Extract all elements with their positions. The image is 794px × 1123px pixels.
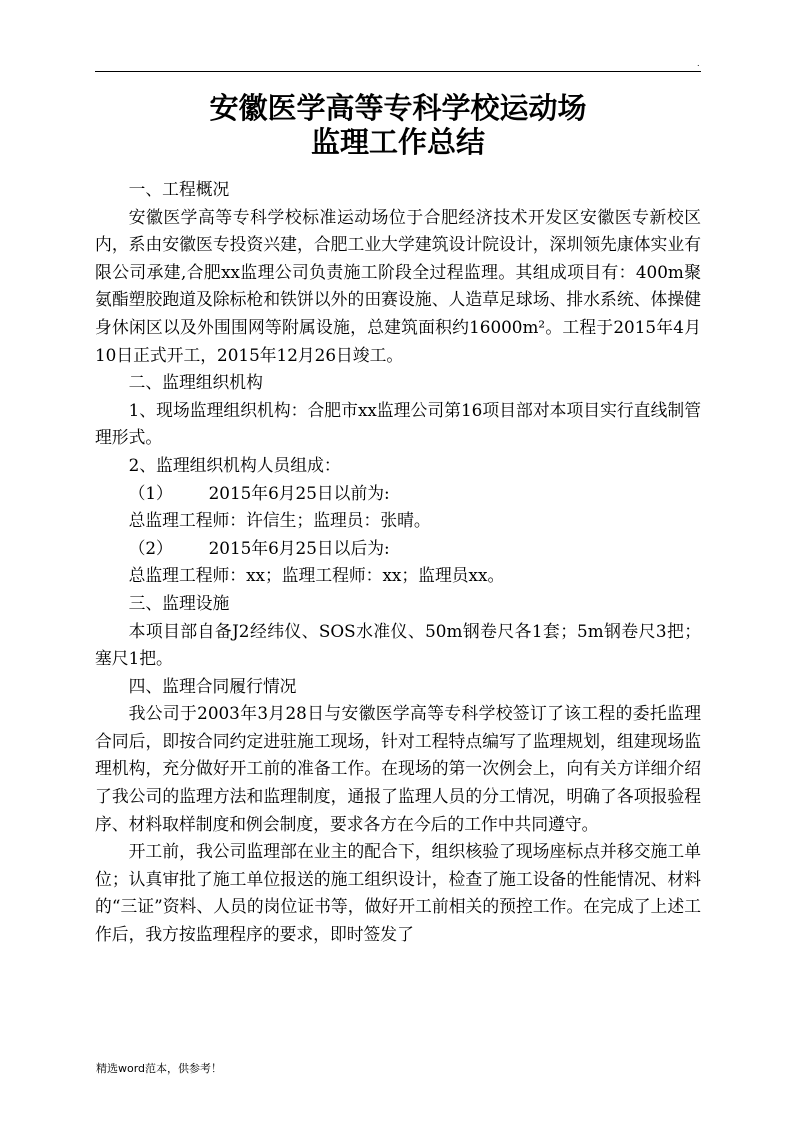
list-text: 2015年6月25日以前为: bbox=[208, 482, 390, 503]
paragraph-overview: 安徽医学高等专科学校标准运动场位于合肥经济技术开发区安徽医专新校区内，系由安徽医专投资兴建，合肥工业大学建筑设计院设计，深圳领先康体实业有限公司承建,合肥xx监理公司负责施工阶段全过程监理。其组成项目有：400m聚氨酯塑胶跑道及除标枪和铁饼以外的田赛设施、人造草足球场、排水系统、体操健身休闲区以及外围围网等附属设施，总建筑面积约16000m²。工程于2015年4月10日正式开工，2015年12月26日竣工。 bbox=[95, 206, 701, 365]
section-heading-facilities: 三、监理设施 bbox=[128, 592, 230, 613]
document-title-line-2: 监理工作总结 bbox=[310, 125, 485, 159]
list-item-before bbox=[95, 480, 701, 508]
list-item-after bbox=[95, 535, 701, 563]
paragraph-contract-2: 开工前，我公司监理部在业主的配合下，组织核验了现场座标点并移交施工单位；认真审批了施工单位报送的施工组织设计，检查了施工设备的性能情况、材料的“三证”资料、人员的岗位证书等，做好开工前相关的预控工作。在完成了上述工作后，我方按监理程序的要求，即时签发了 bbox=[95, 841, 701, 945]
section-heading-organization: 二、监理组织机构 bbox=[128, 372, 263, 393]
list-number: （2） bbox=[128, 537, 173, 558]
document-body bbox=[95, 176, 701, 949]
document-title-line-1: 安徽医学高等专科学校运动场 bbox=[209, 91, 587, 125]
paragraph-organization-2: 2、监理组织机构人员组成： bbox=[128, 454, 341, 475]
staff-after: 总监理工程师：xx；监理工程师：xx；监理员xx。 bbox=[128, 565, 505, 586]
list-number: （1） bbox=[128, 482, 173, 503]
paragraph-organization-1: 1、现场监理组织机构：合肥市xx监理公司第16项目部对本项目实行直线制管理形式。 bbox=[95, 399, 701, 448]
section-heading-overview: 一、工程概况 bbox=[128, 179, 230, 199]
header-rule bbox=[95, 71, 701, 72]
page-footer: 精选word范本，供参考！ bbox=[96, 1062, 223, 1075]
staff-before: 总监理工程师：许信生；监理员：张晴。 bbox=[128, 510, 431, 531]
section-heading-contract: 四、监理合同履行情况 bbox=[128, 675, 297, 696]
list-text: 2015年6月25日以后为: bbox=[208, 537, 390, 558]
paragraph-facilities: 本项目部自备J2经纬仪、SOS水准仪、50m钢卷尺各1套；5m钢卷尺3把；塞尺1把。 bbox=[95, 620, 701, 669]
header-dot: . bbox=[697, 59, 700, 68]
paragraph-contract-1: 我公司于2003年3月28日与安徽医学高等专科学校签订了该工程的委托监理合同后，即按合同约定进驻施工现场，针对工程特点编写了监理规划，组建现场监理机构，充分做好开工前的准备工作。在现场的第一次例会上，向有关方详细介绍了我公司的监理方法和监理制度，通报了监理人员的分工情况，明确了各项报验程序、材料取样制度和例会制度，要求各方在今后的工作中共同遵守。 bbox=[95, 703, 701, 834]
